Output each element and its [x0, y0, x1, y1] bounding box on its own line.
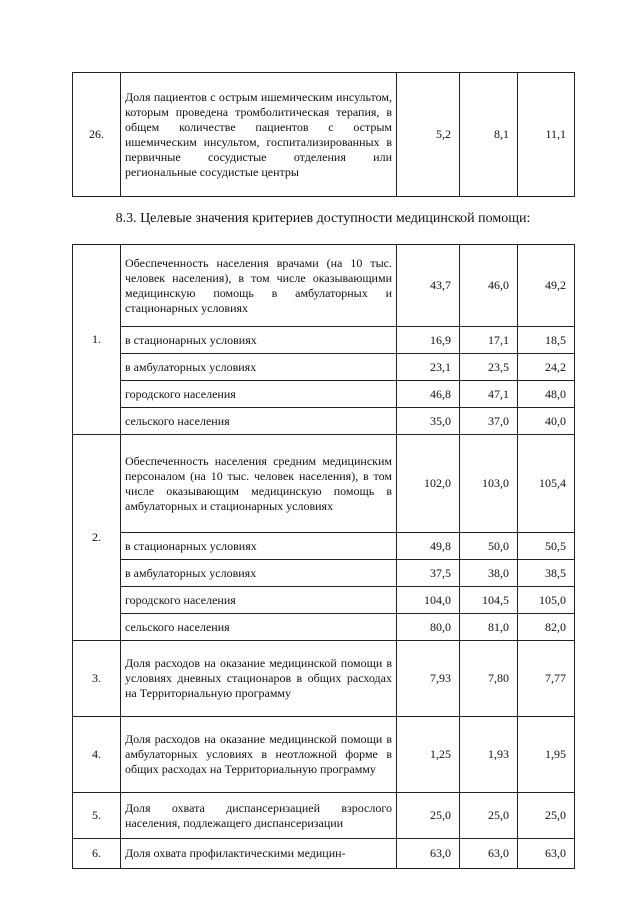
value-cell: 50,0	[460, 533, 518, 560]
criterion-description: Обеспеченность населения врачами (на 10 тыс. человек населения), в том числе оказывающими медицинскую помощь в амбулаторных и стационарных условиях	[121, 245, 397, 327]
table-row	[73, 533, 575, 560]
row-number: 26.	[73, 73, 121, 197]
table-row	[73, 587, 575, 614]
table-row	[73, 839, 575, 869]
top-table	[72, 72, 575, 197]
value-cell: 18,5	[518, 327, 575, 354]
criterion-description: городского населения	[121, 381, 397, 408]
criterion-description: Доля расходов на оказание медицинской помощи в амбулаторных условиях в неотложной форме в общих расходах на Территориальную программу	[121, 717, 397, 793]
value-cell: 1,93	[460, 717, 518, 793]
value-cell: 47,1	[460, 381, 518, 408]
value-cell: 16,9	[397, 327, 460, 354]
criterion-description: городского населения	[121, 587, 397, 614]
value-cell: 35,0	[397, 408, 460, 435]
table-row	[73, 381, 575, 408]
value-cell: 23,5	[460, 354, 518, 381]
criterion-description: Доля пациентов с острым ишемическим инсультом, которым проведена тромболитическая терапия, в общем количестве пациентов с острым ишемическим инсультом, госпитализированных в первичные сосудистые отделения или региональные сосудистые центры	[121, 73, 397, 197]
value-cell: 23,1	[397, 354, 460, 381]
table-row	[73, 435, 575, 533]
table-row	[73, 614, 575, 641]
value-cell: 25,0	[397, 793, 460, 839]
value-cell: 81,0	[460, 614, 518, 641]
value-cell: 8,1	[460, 73, 518, 197]
value-cell: 43,7	[397, 245, 460, 327]
value-cell: 82,0	[518, 614, 575, 641]
value-cell: 11,1	[518, 73, 575, 197]
table-row	[73, 793, 575, 839]
value-cell: 49,2	[518, 245, 575, 327]
row-number: 2.	[73, 435, 121, 641]
criteria-table	[72, 244, 575, 869]
value-cell: 25,0	[518, 793, 575, 839]
value-cell: 63,0	[460, 839, 518, 869]
value-cell: 25,0	[460, 793, 518, 839]
criterion-description: в амбулаторных условиях	[121, 560, 397, 587]
value-cell: 1,95	[518, 717, 575, 793]
value-cell: 7,80	[460, 641, 518, 717]
criterion-description: в амбулаторных условиях	[121, 354, 397, 381]
criterion-description: в стационарных условиях	[121, 533, 397, 560]
row-number: 3.	[73, 641, 121, 717]
value-cell: 63,0	[397, 839, 460, 869]
table-row	[73, 73, 575, 197]
table-row	[73, 717, 575, 793]
table-row	[73, 327, 575, 354]
value-cell: 46,0	[460, 245, 518, 327]
row-number: 5.	[73, 793, 121, 839]
row-number: 4.	[73, 717, 121, 793]
value-cell: 7,77	[518, 641, 575, 717]
section-heading: 8.3. Целевые значения критериев доступности медицинской помощи:	[115, 211, 531, 226]
value-cell: 63,0	[518, 839, 575, 869]
value-cell: 1,25	[397, 717, 460, 793]
value-cell: 38,0	[460, 560, 518, 587]
value-cell: 5,2	[397, 73, 460, 197]
value-cell: 24,2	[518, 354, 575, 381]
table-row	[73, 560, 575, 587]
value-cell: 80,0	[397, 614, 460, 641]
value-cell: 104,0	[397, 587, 460, 614]
value-cell: 40,0	[518, 408, 575, 435]
value-cell: 37,5	[397, 560, 460, 587]
criterion-description: Обеспеченность населения средним медицинским персоналом (на 10 тыс. человек населения), в том числе оказывающим медицинскую помощь в амбулаторных и стационарных условиях	[121, 435, 397, 533]
table-row	[73, 354, 575, 381]
value-cell: 46,8	[397, 381, 460, 408]
value-cell: 49,8	[397, 533, 460, 560]
value-cell: 7,93	[397, 641, 460, 717]
criterion-description: Доля охвата диспансеризацией взрослого населения, подлежащего диспансеризации	[121, 793, 397, 839]
value-cell: 103,0	[460, 435, 518, 533]
criterion-description: сельского населения	[121, 614, 397, 641]
value-cell: 38,5	[518, 560, 575, 587]
value-cell: 37,0	[460, 408, 518, 435]
value-cell: 105,0	[518, 587, 575, 614]
table-row	[73, 408, 575, 435]
criterion-description: Доля охвата профилактическими медицин-	[121, 839, 397, 869]
criterion-description: сельского населения	[121, 408, 397, 435]
table-row	[73, 641, 575, 717]
row-number: 1.	[73, 245, 121, 435]
criterion-description: Доля расходов на оказание медицинской помощи в условиях дневных стационаров в общих расходах на Территориальную программу	[121, 641, 397, 717]
value-cell: 48,0	[518, 381, 575, 408]
table-row	[73, 245, 575, 327]
criterion-description: в стационарных условиях	[121, 327, 397, 354]
value-cell: 50,5	[518, 533, 575, 560]
value-cell: 105,4	[518, 435, 575, 533]
value-cell: 102,0	[397, 435, 460, 533]
value-cell: 17,1	[460, 327, 518, 354]
value-cell: 104,5	[460, 587, 518, 614]
row-number: 6.	[73, 839, 121, 869]
